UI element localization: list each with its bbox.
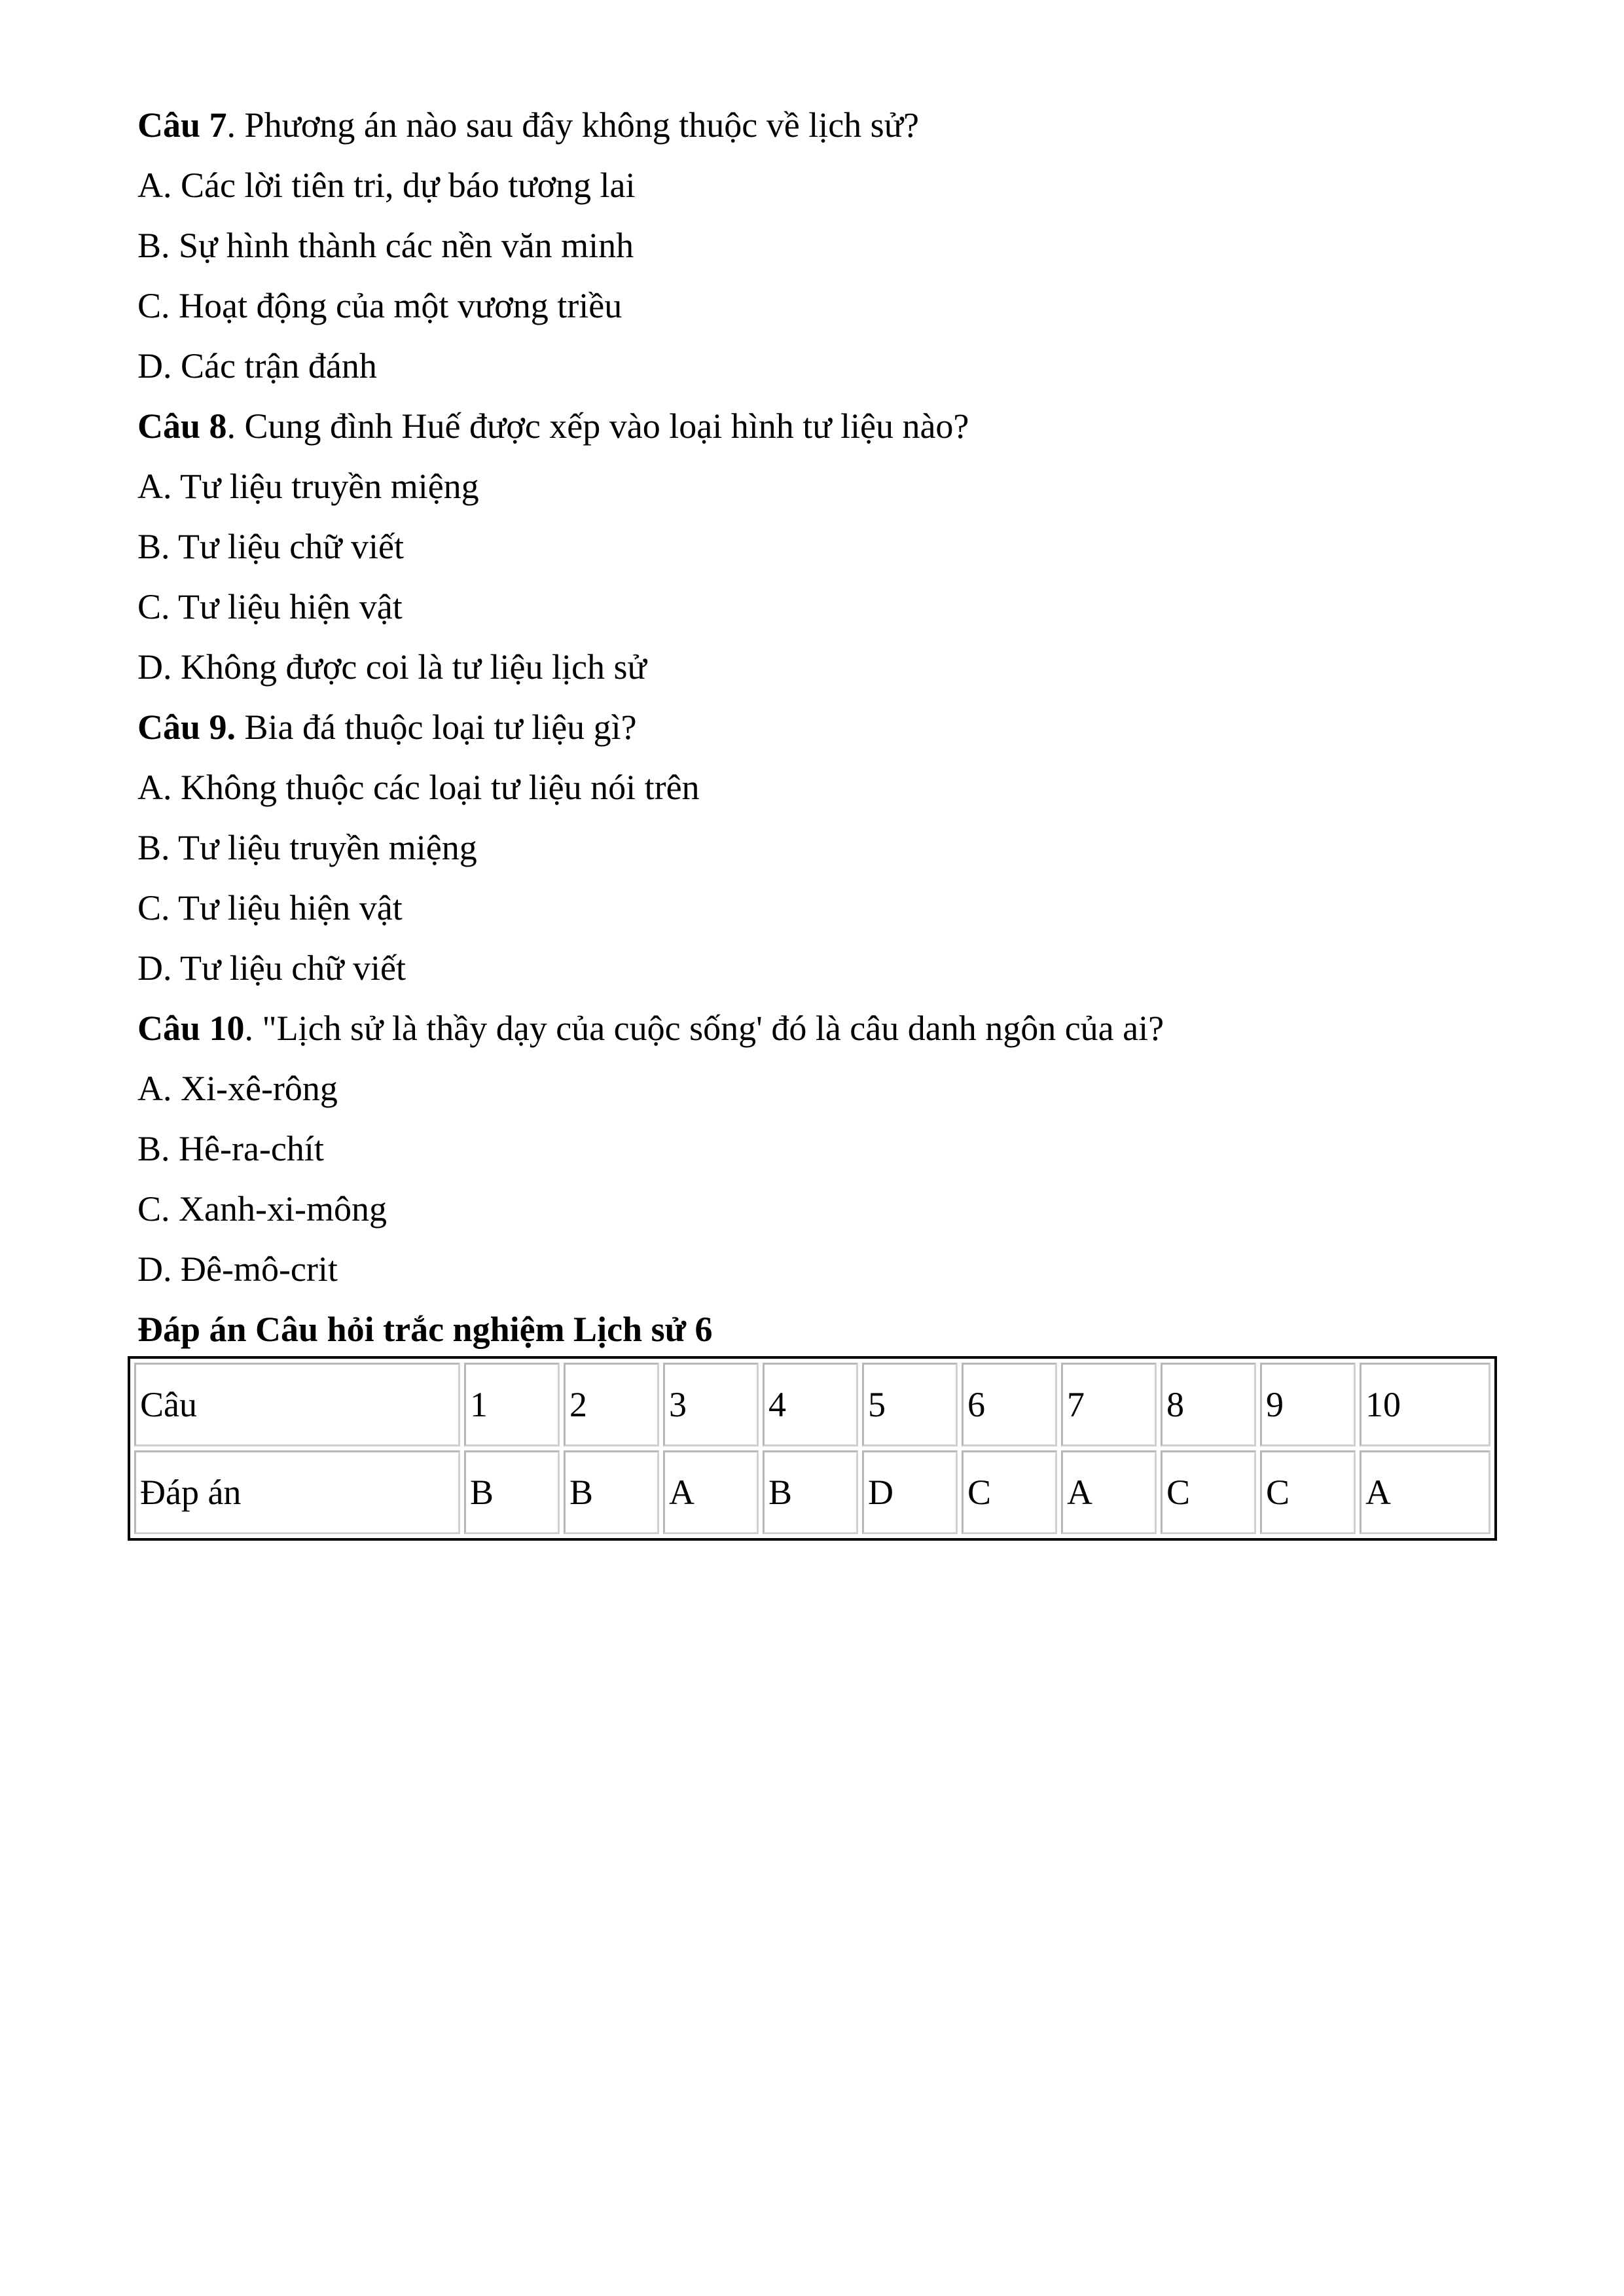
question-stem	[137, 697, 1506, 757]
question-number-cell: 2	[564, 1363, 659, 1446]
option-c: C. Tư liệu hiện vật	[137, 587, 403, 626]
question-number-cell: 1	[464, 1363, 560, 1446]
option-d: D. Tư liệu chữ viết	[137, 948, 406, 988]
question-8	[137, 396, 1506, 697]
question-text: . Phương án nào sau đây không thuộc về lịch sử?	[226, 105, 919, 145]
question-7	[137, 95, 1506, 396]
answer-cell: B	[464, 1450, 560, 1534]
option-d: D. Không được coi là tư liệu lịch sử	[137, 647, 647, 687]
question-9	[137, 697, 1506, 998]
question-number-cell: 4	[763, 1363, 858, 1446]
option-c: C. Tư liệu hiện vật	[137, 888, 403, 927]
question-number-cell: 7	[1061, 1363, 1157, 1446]
answer-cell: C	[1260, 1450, 1356, 1534]
option-d: D. Đê-mô-crit	[137, 1249, 338, 1289]
question-stem	[137, 396, 1506, 456]
answer-cell: B	[564, 1450, 659, 1534]
option-a: A. Xi-xê-rông	[137, 1069, 338, 1108]
option-a: A. Tư liệu truyền miệng	[137, 467, 479, 506]
option-a: A. Các lời tiên tri, dự báo tương lai	[137, 166, 636, 205]
table-row-answers	[134, 1450, 1490, 1534]
question-stem	[137, 95, 1506, 155]
answer-cell: B	[763, 1450, 858, 1534]
row-header-answer: Đáp án	[134, 1450, 460, 1534]
question-number-cell: 6	[962, 1363, 1057, 1446]
option-d: D. Các trận đánh	[137, 346, 377, 386]
question-number-cell: 8	[1161, 1363, 1256, 1446]
document-body	[137, 95, 1506, 1359]
answer-cell: C	[962, 1450, 1057, 1534]
question-number-cell: 10	[1360, 1363, 1490, 1446]
option-b: B. Tư liệu truyền miệng	[137, 828, 477, 867]
option-b: B. Sự hình thành các nền văn minh	[137, 226, 634, 265]
answer-cell: D	[862, 1450, 958, 1534]
table-row-question-numbers	[134, 1363, 1490, 1446]
question-label: Câu 10	[137, 1009, 245, 1048]
question-stem	[137, 998, 1506, 1058]
question-number-cell: 9	[1260, 1363, 1356, 1446]
option-c: C. Xanh-xi-mông	[137, 1189, 387, 1229]
option-b: B. Hê-ra-chít	[137, 1129, 324, 1168]
answer-cell: A	[1360, 1450, 1490, 1534]
answer-cell: C	[1161, 1450, 1256, 1534]
answer-cell: A	[663, 1450, 759, 1534]
option-a: A. Không thuộc các loại tư liệu nói trên	[137, 768, 700, 807]
question-label: Câu 7	[137, 105, 227, 145]
question-label: Câu 9.	[137, 708, 236, 747]
question-text: . "Lịch sử là thầy dạy của cuộc sống' đó là câu danh ngôn của ai?	[244, 1009, 1164, 1048]
question-number-cell: 5	[862, 1363, 958, 1446]
option-c: C. Hoạt động của một vương triều	[137, 286, 623, 325]
option-b: B. Tư liệu chữ viết	[137, 527, 404, 566]
row-header-question: Câu	[134, 1363, 460, 1446]
answer-key-heading: Đáp án Câu hỏi trắc nghiệm Lịch sử 6	[137, 1310, 713, 1349]
question-text: Bia đá thuộc loại tư liệu gì?	[236, 708, 637, 747]
answer-key-table	[128, 1356, 1497, 1541]
question-10	[137, 998, 1506, 1299]
question-number-cell: 3	[663, 1363, 759, 1446]
question-text: . Cung đình Huế được xếp vào loại hình tư liệu nào?	[226, 406, 969, 446]
question-label: Câu 8	[137, 406, 227, 446]
answer-cell: A	[1061, 1450, 1157, 1534]
